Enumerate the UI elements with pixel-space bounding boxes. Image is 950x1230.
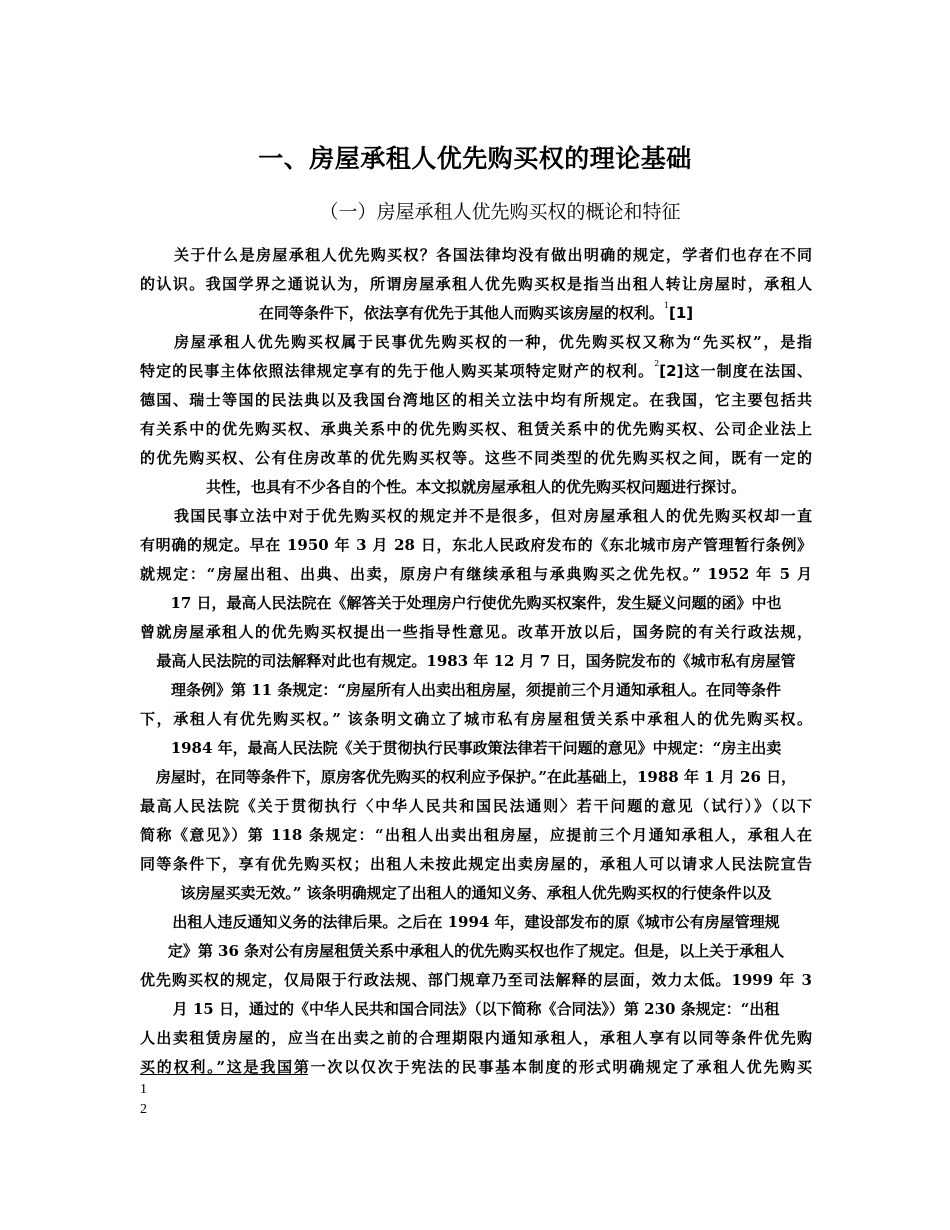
- line-text: 在同等条件下，依法享有优先于其他人而购买该房屋的权利。: [258, 304, 664, 322]
- text-line: [140, 792, 812, 821]
- text-line: [140, 676, 812, 705]
- line-text: 共性，也具有不少各自的个性。本文拟就房屋承租人的优先购买权问题进行探讨。: [205, 478, 746, 496]
- text-line: [140, 850, 812, 879]
- footnotes: [140, 1080, 147, 1120]
- line-text: 定》第 36 条对公有房屋租赁关系中承租人的优先购买权也作了规定。但是，以上关于承租人: [167, 942, 785, 960]
- line-text: 关于什么是房屋承租人优先购买权？各国法律均没有做出明确的规定，学者们也存在不同: [174, 246, 812, 264]
- text-line: [140, 879, 812, 908]
- footnote-number: 2: [140, 1102, 147, 1117]
- footnote-marker: 2: [654, 359, 660, 368]
- line-text: 买的权利。”这是我国第一次以仅次于宪法的民事基本制度的形式明确规定了承租人优先购买: [140, 1058, 812, 1076]
- text-line: [140, 299, 812, 328]
- text-line: [140, 618, 812, 647]
- line-text-tail: 这一制度在法国、: [683, 362, 812, 380]
- line-text: 我国民事立法中对于优先购买权的规定并不是很多，但对房屋承租人的优先购买权却一直: [174, 507, 812, 525]
- chapter-heading: 一、房屋承租人优先购买权的理论基础: [258, 144, 692, 173]
- line-text: 优先购买权的规定，仅局限于行政法规、部门规章乃至司法解释的层面，效力太低。1999 年 3: [140, 971, 812, 989]
- text-line: [140, 966, 812, 995]
- text-line: [140, 357, 812, 386]
- line-text: 有明确的规定。早在 1950 年 3 月 28 日，东北人民政府发布的《东北城市房产管理暂行条例》: [140, 536, 812, 554]
- text-line: [140, 1024, 812, 1053]
- text-line: [140, 241, 812, 270]
- citation-ref: [2]: [659, 362, 684, 380]
- text-line: [140, 560, 812, 589]
- text-line: [140, 705, 812, 734]
- citation-ref: [1]: [668, 304, 694, 322]
- text-line: [140, 531, 812, 560]
- line-text: 曾就房屋承租人的优先购买权提出一些指导性意见。改革开放以后，国务院的有关行政法规，: [140, 623, 812, 641]
- text-line: [140, 270, 812, 299]
- text-line: [140, 444, 812, 473]
- text-line: [140, 937, 812, 966]
- text-line: [140, 589, 812, 618]
- line-text: 理条例》第 11 条规定：“房屋所有人出卖出租房屋，须提前三个月通知承租人。在同等条件: [171, 681, 781, 699]
- line-text: 最高人民法院的司法解释对此也有规定。1983 年 12 月 7 日，国务院发布的《城市私有房屋管: [156, 652, 796, 670]
- text-line: [140, 502, 812, 531]
- line-text: 1984 年，最高人民法院《关于贯彻执行民事政策法律若干问题的意见》中规定：“房主出卖: [170, 739, 782, 757]
- line-text: 月 15 日，通过的《中华人民共和国合同法》（以下简称《合同法》）第 230 条规定：“出租: [172, 1000, 780, 1018]
- text-line: [140, 415, 812, 444]
- footnote-separator: [140, 1074, 308, 1075]
- line-text: 出租人违反通知义务的法律后果。之后在 1994 年，建设部发布的原《城市公有房屋管理规: [172, 913, 780, 931]
- line-text: 17 日，最高人民法院在《解答关于处理房户行使优先购买权案件，发生疑义问题的函》中也: [170, 594, 782, 612]
- text-line: [140, 821, 812, 850]
- line-text: 有关系中的优先购买权、承典关系中的优先购买权、租赁关系中的优先购买权、公司企业法上: [140, 420, 812, 438]
- text-line: [140, 386, 812, 415]
- footnote-number: 1: [140, 1082, 147, 1097]
- line-text: 的认识。我国学界之通说认为，所谓房屋承租人优先购买权是指当出租人转让房屋时，承租人: [140, 275, 812, 293]
- body-text: [140, 241, 812, 1082]
- line-text: 人出卖租赁房屋的，应当在出卖之前的合理期限内通知承租人，承租人享有以同等条件优先购: [140, 1029, 812, 1047]
- text-line: [140, 995, 812, 1024]
- text-line: [140, 647, 812, 676]
- text-line: [140, 1053, 812, 1082]
- line-text: 同等条件下，享有优先购买权；出租人未按此规定出卖房屋的，承租人可以请求人民法院宣告: [140, 855, 812, 873]
- text-line: [140, 328, 812, 357]
- footnote-marker: 1: [663, 301, 669, 310]
- line-text: 简称《意见》）第 118 条规定：“出租人出卖出租房屋，应提前三个月通知承租人，承租人在: [140, 826, 812, 844]
- line-text: 德国、瑞士等国的民法典以及我国台湾地区的相关立法中均有所规定。在我国，它主要包括共: [140, 391, 812, 409]
- line-text: 的优先购买权、公有住房改革的优先购买权等。这些不同类型的优先购买权之间，既有一定的: [140, 449, 812, 467]
- section-heading: （一）房屋承租人优先购买权的概论和特征: [319, 201, 681, 223]
- line-text: 房屋时，在同等条件下，原房客优先购买的权利应予保护。”在此基础上，1988 年 1 月 26 日，: [155, 768, 797, 786]
- line-text: 最高人民法院《关于贯彻执行〈中华人民共和国民法通则〉若干问题的意见（试行）》（以下: [140, 797, 812, 815]
- line-text: 特定的民事主体依照法律规定享有的先于他人购买某项特定财产的权利。: [140, 362, 655, 380]
- text-line: [140, 763, 812, 792]
- text-line: [140, 908, 812, 937]
- line-text: 下，承租人有优先购买权。” 该条明文确立了城市私有房屋租赁关系中承租人的优先购买权。: [140, 710, 812, 728]
- line-text: 房屋承租人优先购买权属于民事优先购买权的一种，优先购买权又称为“先买权”，是指: [174, 333, 812, 351]
- text-line: [140, 473, 812, 502]
- line-text: 该房屋买卖无效。” 该条明确规定了出租人的通知义务、承租人优先购买权的行使条件以及: [180, 884, 772, 902]
- line-text: 就规定：“房屋出租、出典、出卖，原房户有继续承租与承典购买之优先权。” 1952 年 5 月: [140, 565, 812, 583]
- text-line: [140, 734, 812, 763]
